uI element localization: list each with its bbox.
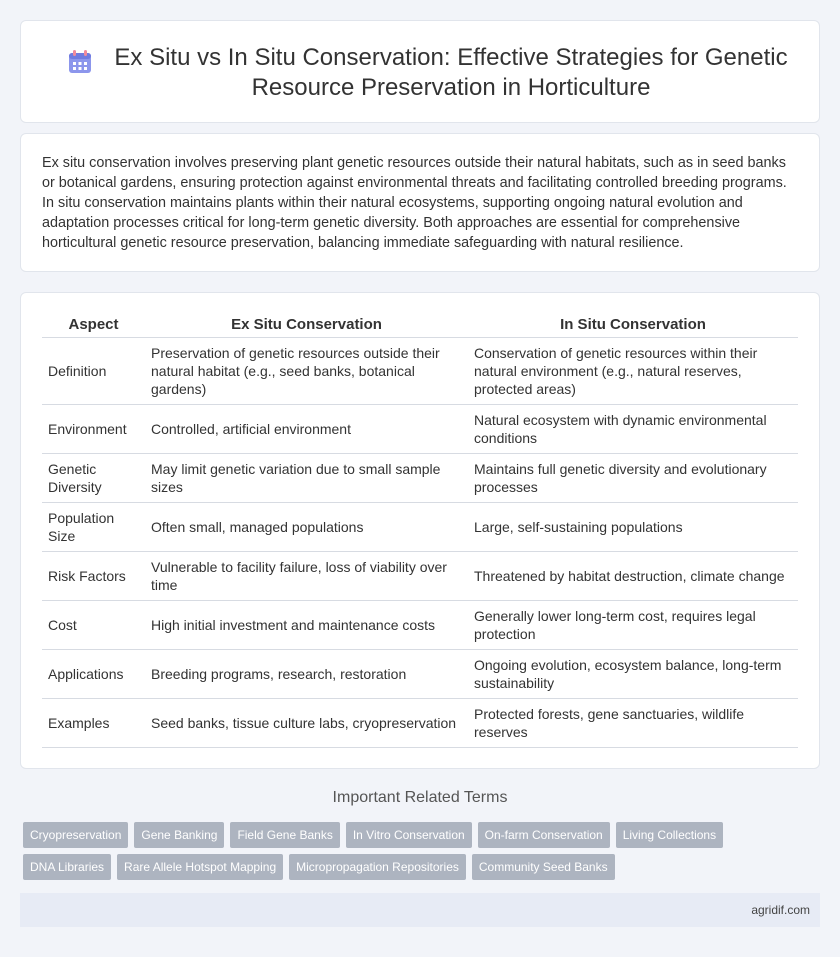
tag-gene-banking[interactable]: Gene Banking <box>134 822 224 848</box>
cell-in-situ: Maintains full genetic diversity and evolutionary processes <box>468 453 798 502</box>
tag-living-collections[interactable]: Living Collections <box>616 822 723 848</box>
tag-micropropagation-repositories[interactable]: Micropropagation Repositories <box>289 854 466 880</box>
tag-row <box>23 854 823 880</box>
cell-in-situ: Large, self-sustaining populations <box>468 502 798 551</box>
footer <box>20 893 820 927</box>
cell-ex-situ: Vulnerable to facility failure, loss of viability over time <box>145 551 468 600</box>
tag-cryopreservation[interactable]: Cryopreservation <box>23 822 128 848</box>
cell-ex-situ: High initial investment and maintenance costs <box>145 600 468 649</box>
table-row <box>42 404 798 453</box>
title-card <box>20 20 820 123</box>
tag-dna-libraries[interactable]: DNA Libraries <box>23 854 111 880</box>
table-row <box>42 453 798 502</box>
related-terms-list <box>23 822 823 886</box>
cell-aspect: Genetic Diversity <box>42 453 145 502</box>
page-title: Ex Situ vs In Situ Conservation: Effective Strategies for Genetic Resource Preservation in Horticulture <box>114 43 788 101</box>
cell-ex-situ: Often small, managed populations <box>145 502 468 551</box>
cell-ex-situ: Breeding programs, research, restoration <box>145 649 468 698</box>
tag-in-vitro-conservation[interactable]: In Vitro Conservation <box>346 822 472 848</box>
table-row <box>42 600 798 649</box>
cell-in-situ: Natural ecosystem with dynamic environmental conditions <box>468 404 798 453</box>
tag-community-seed-banks[interactable]: Community Seed Banks <box>472 854 615 880</box>
cell-aspect: Cost <box>42 600 145 649</box>
header-ex-situ: Ex Situ Conservation <box>145 314 468 337</box>
comparison-table <box>42 314 798 748</box>
header-aspect: Aspect <box>42 314 145 337</box>
cell-in-situ: Conservation of genetic resources within their natural environment (e.g., natural reserves, protected areas) <box>468 337 798 404</box>
cell-aspect: Examples <box>42 698 145 747</box>
footer-site-link[interactable]: agridif.com <box>751 903 810 917</box>
header-in-situ: In Situ Conservation <box>468 314 798 337</box>
cell-aspect: Definition <box>42 337 145 404</box>
tag-on-farm-conservation[interactable]: On-farm Conservation <box>478 822 610 848</box>
cell-in-situ: Generally lower long-term cost, requires legal protection <box>468 600 798 649</box>
table-row <box>42 698 798 747</box>
cell-ex-situ: Controlled, artificial environment <box>145 404 468 453</box>
tag-row <box>23 822 823 848</box>
cell-ex-situ: May limit genetic variation due to small sample sizes <box>145 453 468 502</box>
comparison-table-card <box>20 292 820 769</box>
cell-in-situ: Ongoing evolution, ecosystem balance, long-term sustainability <box>468 649 798 698</box>
cell-in-situ: Threatened by habitat destruction, climate change <box>468 551 798 600</box>
cell-aspect: Risk Factors <box>42 551 145 600</box>
intro-paragraph: Ex situ conservation involves preserving plant genetic resources outside their natural habitats, such as in seed banks or botanical gardens, ensuring protection against environmental threats and facilitating controlled breeding programs. In situ conservation maintains plants within their natural ecosystems, supporting ongoing natural evolution and adaptation processes critical for long-term genetic diversity. Both approaches are essential for comprehensive horticultural genetic resource preservation, balancing immediate safeguarding with natural resilience. <box>42 155 787 251</box>
cell-aspect: Environment <box>42 404 145 453</box>
related-terms-heading: Important Related Terms <box>332 789 508 806</box>
intro-card <box>20 133 820 272</box>
table-header-row <box>42 314 798 337</box>
cell-aspect: Population Size <box>42 502 145 551</box>
cell-ex-situ: Preservation of genetic resources outside their natural habitat (e.g., seed banks, botanical gardens) <box>145 337 468 404</box>
table-row <box>42 551 798 600</box>
cell-aspect: Applications <box>42 649 145 698</box>
table-row <box>42 649 798 698</box>
cell-in-situ: Protected forests, gene sanctuaries, wildlife reserves <box>468 698 798 747</box>
cell-ex-situ: Seed banks, tissue culture labs, cryopreservation <box>145 698 468 747</box>
table-row <box>42 502 798 551</box>
tag-field-gene-banks[interactable]: Field Gene Banks <box>230 822 339 848</box>
tag-rare-allele-hotspot-mapping[interactable]: Rare Allele Hotspot Mapping <box>117 854 283 880</box>
table-row <box>42 337 798 404</box>
